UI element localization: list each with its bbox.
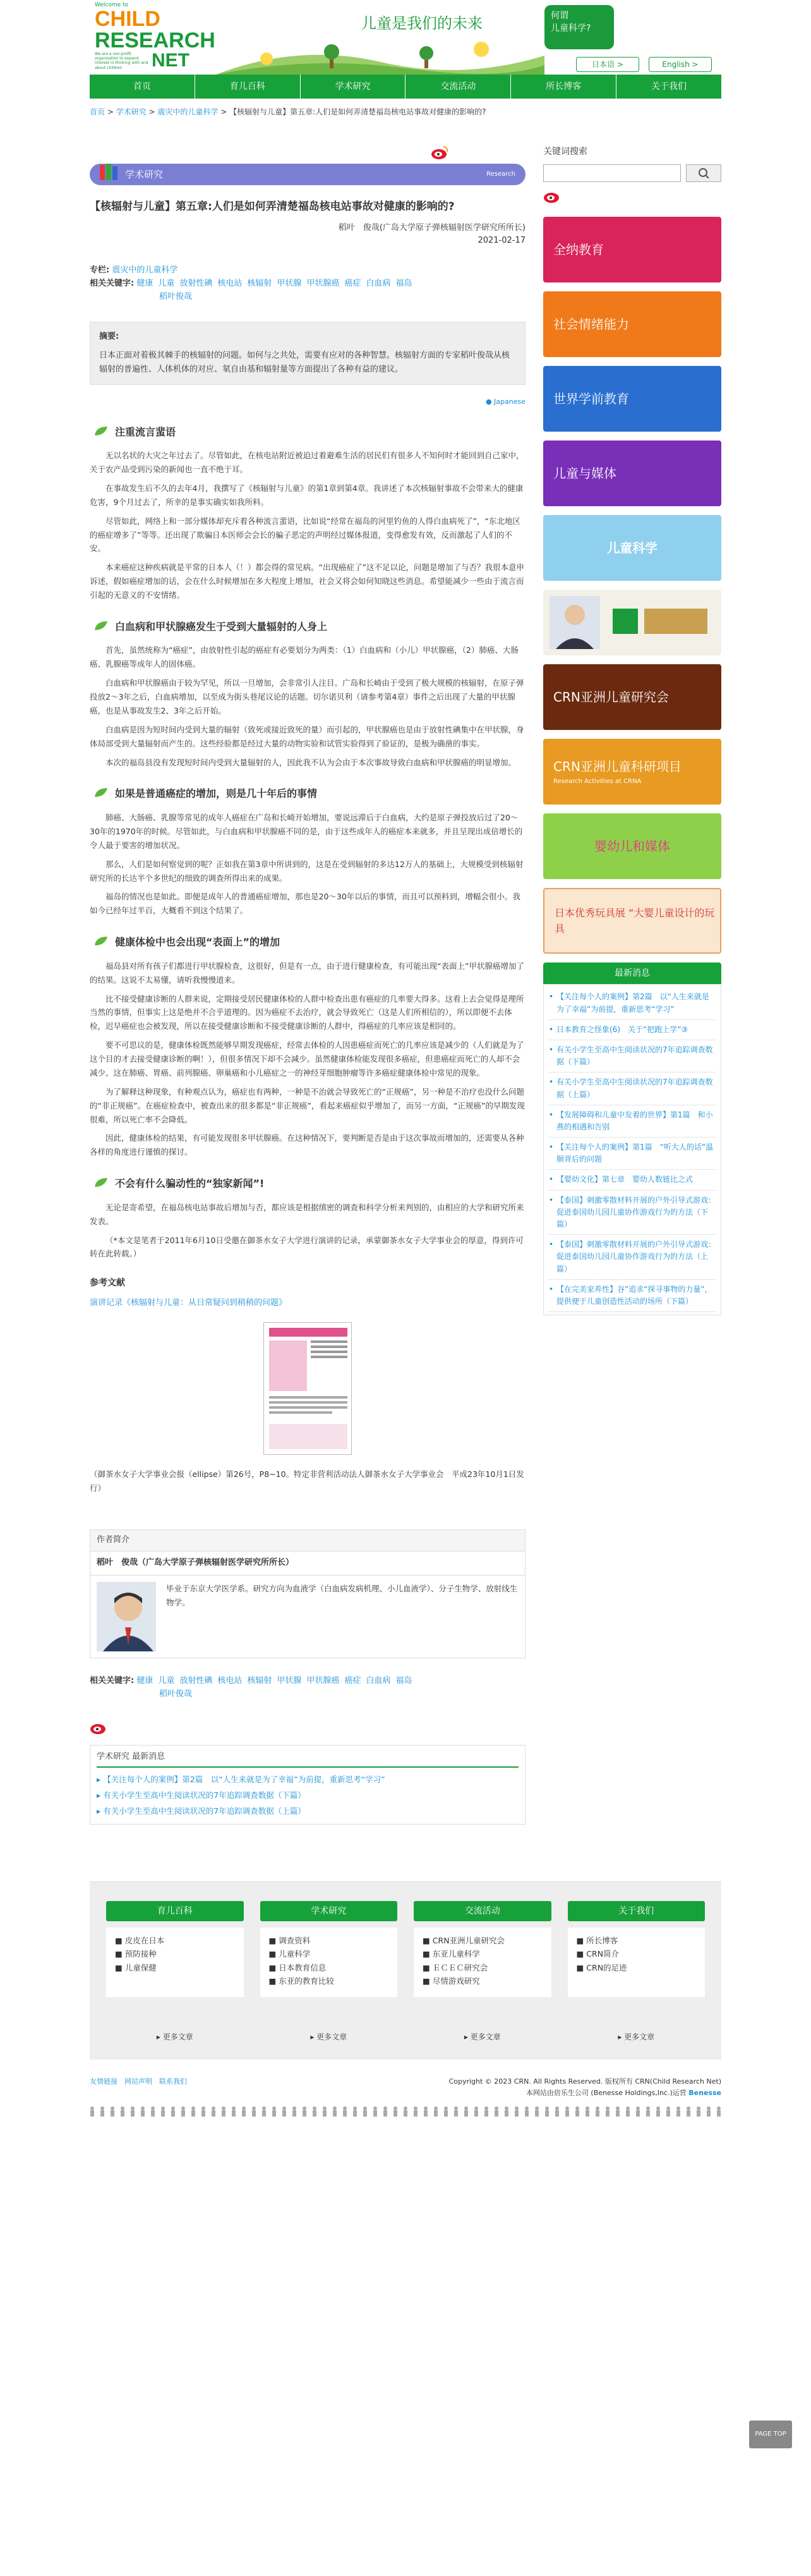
news-item[interactable]: • 【发展障碍和儿童中发着的世界】第1篇 和小燕的相遇和告别 <box>549 1105 716 1138</box>
keyword-link[interactable]: 福岛 <box>395 279 412 289</box>
footer-col-heading[interactable]: 关于我们 <box>568 1901 706 1921</box>
more-articles-link[interactable]: ▸ 更多文章 <box>156 2032 193 2042</box>
keyword-link[interactable]: 健康 <box>136 1675 153 1686</box>
lang-english-button[interactable]: English > <box>649 57 712 72</box>
column-label: 专栏: <box>90 265 110 276</box>
banner-toy-expo[interactable] <box>543 888 721 954</box>
latest-news-heading: 最新消息 <box>543 963 721 984</box>
nav-home[interactable]: 首页 <box>90 75 195 99</box>
breadcrumb-column[interactable]: 震灾中的儿童科学 <box>157 107 219 116</box>
lang-en-label: English <box>662 60 690 69</box>
news-item[interactable]: • 【在完美家养性】谷”追求“探寻事物的力量”，提供便于儿童创造性活动的场所（下篇） <box>549 1280 716 1312</box>
logo-research: RESEARCH <box>95 28 215 52</box>
lang-ja-label: 日本语 <box>592 60 615 69</box>
more-label: 更多文章 <box>316 2032 347 2042</box>
banner-label: 全纳教育 <box>553 242 604 258</box>
news-item[interactable]: • 有关小学生至高中生阅读状况的7年追踪调查数据（上篇） <box>549 1072 716 1105</box>
section-heading <box>90 934 526 951</box>
keywords <box>90 277 526 304</box>
paragraph: 本来癌症这种疾病就是平常的日本人（！）都会得的常见病。“出现癌症了”这不足以论，问题是增加了与否？我很本意申诉述，假如癌症增加的话，会在什么时候增加在多大程度上增加，社会又将会如何知晓这些消息。希望能减少一些由于流言而引起的无意义的不安情绪。 <box>90 562 524 600</box>
article-main <box>90 145 526 1825</box>
column-link[interactable]: 震灾中的儿童科学 <box>112 265 178 276</box>
abstract-box <box>90 322 526 385</box>
nav-parenting[interactable]: 育儿百科 <box>195 75 301 99</box>
keyword-link[interactable]: 放射性碘 <box>179 1675 213 1686</box>
search-button[interactable] <box>686 164 721 182</box>
banner-child-science[interactable] <box>543 515 721 581</box>
keywords-label: 相关关键字: <box>90 279 135 289</box>
banner-crn-asia[interactable] <box>543 664 721 730</box>
banner-blog-portrait[interactable] <box>543 590 721 655</box>
footer-link-label: 东亚的教育比较 <box>279 1976 334 1986</box>
footer-link[interactable]: ■ 日本教育信息 <box>268 1962 327 1972</box>
news-item[interactable]: • 【关注每个人的案例】第2篇 以“人生来就是为了幸福”为前提，重新思考“学习” <box>549 987 716 1019</box>
leaf-icon <box>93 620 109 631</box>
section-heading <box>90 1176 526 1192</box>
paragraph: 因此，健康体检的结果，有可能发现很多甲状腺癌。在这种情况下，要判断是否是由于这次事故而增加的，还需要从各种各样的角度进行谨慎的探讨。 <box>90 1133 524 1157</box>
footer-link[interactable]: ■ ＥＣＥＣ研究会 <box>423 1962 488 1972</box>
category-en: Research <box>486 171 515 178</box>
banner-infant-media[interactable] <box>543 813 721 879</box>
reference-note: （御茶水女子大学事业会报（ellipse）第26号，P8~10。特定非营利活动法人御茶水女子大学事业会 平成23年10月1日发行） <box>90 1469 524 1493</box>
news-item[interactable]: • 日本教育之怪象(6) 关于“把跑上学”③ <box>549 1020 716 1040</box>
paragraph: 在事故发生后不久的去年4月，我撰写了《核辐射与儿童》的第1章到第4章。我讲述了本次核辐射事故不会带来大的健康危害，9个月过去了，所幸的是事实确实如我所料。 <box>90 483 524 507</box>
footer-link[interactable]: ■ 皮皮在日本 <box>115 1936 165 1946</box>
header-slogan: 儿童是我们的未来 <box>361 15 483 32</box>
footer-link-label: 皮皮在日本 <box>124 1936 165 1946</box>
footer-link[interactable]: ■ 儿童科学 <box>268 1949 311 1959</box>
logo-net: NET <box>152 50 189 71</box>
keyword-link[interactable]: 白血病 <box>366 279 391 289</box>
news-item[interactable]: • 【婴幼文化】第七章 婴幼人数链比之式 <box>549 1170 716 1190</box>
reference-link[interactable]: 演讲记录《核辐射与儿童：从日常疑问到稍稍的问题》 <box>90 1297 287 1308</box>
footer-bottom <box>90 2076 721 2105</box>
article-author: 稻叶 俊哉(广岛大学原子弹核辐射医学研究所所长) <box>338 222 526 233</box>
keyword-link[interactable]: 核辐射 <box>247 279 272 289</box>
sidebar <box>543 145 721 1825</box>
footer-link[interactable]: ■ 东亚的教育比较 <box>268 1976 334 1986</box>
nav-blog[interactable]: 所长博客 <box>511 75 616 99</box>
author-profile <box>90 1529 526 1658</box>
site-footer <box>90 1881 721 2060</box>
leaf-icon <box>93 425 109 437</box>
logo-child: CHILD <box>95 7 160 31</box>
reference-thumbnail[interactable] <box>263 1322 352 1455</box>
books-icon <box>99 162 121 181</box>
footer-link-label: CRN的足迹 <box>586 1962 627 1972</box>
search-icon <box>687 165 722 183</box>
paragraph: 比不接受健康诊断的人群来说，定期接受居民健康体检的人群中检查出患有癌症的几率要大得多。这看上去会觉得是理所当然的事情，但事实上这是绝并不合乎道理的。因为癌症不去治疗，就会导致死亡（这是人们所相信的），所以即便不去体检，迟早癌症也会被发现，所以在接受健康诊断和不接受健康诊断的人群中，得癌症的几率应该是相同的。 <box>90 993 524 1031</box>
footer-column <box>568 1901 706 2043</box>
breadcrumb-home[interactable]: 首页 <box>90 107 105 116</box>
latest-item-label: 有关小学生至高中生阅读状况的7年追踪调查数据（下篇） <box>103 1790 306 1801</box>
profile-heading: 作者简介 <box>90 1530 525 1552</box>
paragraph: 无论是寄希望，在福岛核电站事故后增加与否，都应该是根据缜密的调查和科学分析来判别的，由相应的大学和研究所来发表。 <box>90 1202 524 1226</box>
section-title: 不会有什么骗动性的“独家新闻”! <box>115 1177 265 1190</box>
footer-link-label: 调查资料 <box>279 1936 311 1946</box>
footer-link[interactable]: ■ 尽情游戏研究 <box>423 1976 480 1986</box>
banner-label: 儿童科学 <box>607 540 658 556</box>
search-form <box>543 164 721 182</box>
paragraph: 本次的福岛县没有发现短时间内受到大量辐射的人，因此我不认为会由于本次事故导致白血病和甲状腺癌的明显增加。 <box>105 757 517 767</box>
search-input[interactable] <box>543 164 681 182</box>
leaf-icon <box>93 1177 109 1188</box>
news-item[interactable]: • 【泰国】刺激零散材料开展的户外引导式游戏：促进泰国幼儿园儿童协作游戏行为的方法（下篇） <box>549 1191 716 1236</box>
main-nav <box>90 75 721 99</box>
keyword-link[interactable]: 核辐射 <box>247 1675 272 1686</box>
footer-link-label: CRN亚洲儿童研究会 <box>432 1936 505 1946</box>
latest-item-label: 【关注每个人的案例】第2篇 以“人生来就是为了幸福”为前提，重新思考“学习” <box>103 1775 385 1785</box>
latest-news-list <box>543 984 721 1315</box>
footer-link-label: 儿童科学 <box>279 1949 311 1959</box>
footer-column <box>106 1901 244 2043</box>
article-title: 【核辐射与儿童】第五章:人们是如何弄清楚福岛核电站事故对健康的影响的? <box>90 200 455 214</box>
section-heading <box>90 424 526 440</box>
references-heading: 参考文献 <box>90 1278 125 1289</box>
keyword-link[interactable]: 甲状腺癌 <box>306 1675 340 1686</box>
keyword-link[interactable]: 甲状腺癌 <box>306 279 340 289</box>
footer-link[interactable]: ■ 东亚儿童科学 <box>423 1949 480 1959</box>
japanese-label: Japanese <box>494 397 526 406</box>
logo-tagline: We are a non-profit organization to expand interest in thinking with and about children <box>95 52 148 70</box>
weibo-share-icon[interactable] <box>431 145 448 160</box>
section-title: 如果是普通癌症的增加，则是几十年后的事情 <box>115 787 318 800</box>
keyword-link[interactable]: 癌症 <box>344 279 361 289</box>
footer-link-label: CRN简介 <box>586 1949 620 1959</box>
footer-link-label: 预防接种 <box>124 1949 157 1959</box>
latest-item-label: 有关小学生至高中生阅读状况的7年追踪调查数据（上篇） <box>103 1806 306 1816</box>
footer-link[interactable]: ■ 儿童保健 <box>115 1962 157 1972</box>
paragraph: 尽管如此，网络上和一部分媒体却充斥着各种流言蜚语，比如说“经常在福岛的河里钓鱼的人得白血病死了”，“东北地区的癌症增多了”等等。还出现了欺骗日本医师会会长的骗子恶定的声明经过媒体报道，变得愈发有效，反而激起了人们的不安。 <box>90 516 520 554</box>
footer-people-border <box>90 2105 721 2118</box>
latest-item[interactable]: ▸ 【关注每个人的案例】第2篇 以“人生来就是为了幸福”为前提，重新思考“学习” <box>97 1775 385 1785</box>
footer-link[interactable]: ■ 预防接种 <box>115 1949 157 1959</box>
footer-col-heading[interactable]: 学术研究 <box>260 1901 398 1921</box>
banner-children-media[interactable] <box>543 440 721 506</box>
benesse-logo: Benesse <box>688 2088 721 2097</box>
section-title: 注重流言蜚语 <box>115 425 176 438</box>
keyword-link[interactable]: 白血病 <box>366 1675 391 1686</box>
footer-link-label: 日本教育信息 <box>279 1962 327 1972</box>
weibo-share-icon[interactable] <box>90 1720 107 1735</box>
paragraph: （*本文是笔者于2011年6月10日受邀在御茶水女子大学进行演讲的记录，承蒙御茶水女子大学事业会的厚意，得到许可转在此转载。） <box>90 1235 524 1259</box>
more-articles-link[interactable]: ▸ 更多文章 <box>464 2032 501 2042</box>
footer-column <box>260 1901 398 2043</box>
keyword-link[interactable]: 核电站 <box>217 1675 243 1686</box>
paragraph: 白血病是因为短时间内受到大量的辐射（致死或接近致死的量）而引起的，甲状腺癌也是由于放射性碘集中在甲状腺，身体局部受到大量辐射而产生的。这些经验都是经过大量的动物实验和试管实验得到了验证的，是极为确凿的事实。 <box>90 724 524 748</box>
nav-exchange[interactable]: 交流活动 <box>406 75 511 99</box>
banner-label: 日本优秀玩具展 “大婴儿童设计的玩具 <box>555 906 715 935</box>
leaf-icon <box>93 935 109 947</box>
news-item[interactable]: • 【关注每个人的案例】第1篇 “听大人的话”温顺背后的问题 <box>549 1138 716 1170</box>
footer-link-label: 尽情游戏研究 <box>432 1976 480 1986</box>
author-photo <box>97 1582 156 1651</box>
nav-research[interactable]: 学术研究 <box>301 75 406 99</box>
keyword-link[interactable]: 甲状腺 <box>277 279 302 289</box>
leaf-icon <box>93 787 109 798</box>
banner-label: 婴幼儿和媒体 <box>594 839 670 854</box>
section-heading <box>90 786 526 802</box>
more-label: 更多文章 <box>624 2032 655 2042</box>
footer-link-label: 东亚儿童科学 <box>432 1949 480 1959</box>
keyword-link[interactable]: 稻叶俊哉 <box>159 1689 193 1699</box>
keyword-link[interactable]: 健康 <box>136 279 153 289</box>
footer-link[interactable]: ■ CRN的足迹 <box>576 1962 627 1972</box>
profile-text: 毕业于东京大学医学系。研究方向为血液学（白血病发病机理、小儿血液学）、分子生物学、放射线生物学。 <box>165 1583 518 1608</box>
keywords-label: 相关关键字: <box>90 1675 135 1686</box>
bubble-label: 何谓 儿童科学? <box>551 11 591 33</box>
breadcrumb-research[interactable]: 学术研究 <box>116 107 147 116</box>
more-label: 更多文章 <box>470 2032 501 2042</box>
footer-link-label: 所长博客 <box>586 1936 618 1946</box>
lang-japanese-button[interactable]: 日本语 > <box>576 57 639 72</box>
keyword-link[interactable]: 儿童 <box>158 279 175 289</box>
keyword-link[interactable]: 儿童 <box>158 1675 175 1686</box>
latest-item[interactable]: ▸ 有关小学生至高中生阅读状况的7年追踪调查数据（下篇） <box>97 1790 306 1801</box>
weibo-follow-icon[interactable] <box>543 188 561 204</box>
footer-column <box>414 1901 551 2043</box>
banner-sub: Research Activities at CRNA <box>553 778 642 786</box>
keyword-link[interactable]: 癌症 <box>344 1675 361 1686</box>
site-header <box>90 0 721 75</box>
footer-link[interactable]: ■ 所长博客 <box>576 1936 618 1946</box>
footer-col-heading[interactable]: 育儿百科 <box>106 1901 244 1921</box>
copyright: Copyright © 2023 CRN. All Rights Reserved. 版权所有 CRN(Child Research Net) <box>448 2077 721 2086</box>
article-date: 2021-02-17 <box>478 236 526 246</box>
breadcrumb: 首页 > 学术研究 > 震灾中的儿童科学 > 【核辐射与儿童】第五章:人们是如何弄清楚福岛核电站事故对健康的影响的? <box>90 107 486 116</box>
latest-item[interactable]: ▸ 有关小学生至高中生阅读状况的7年追踪调查数据（上篇） <box>97 1806 306 1816</box>
keyword-link[interactable]: 福岛 <box>395 1675 412 1686</box>
header-illustration <box>216 37 544 75</box>
paragraph: 福岛的情况也是如此。即便是成年人的普通癌症增加，那也是20～30年以后的事情，而且可以预料到，增幅会很小。我如今已经年过半百，大概看不到这个结果了。 <box>90 892 520 916</box>
breadcrumb-current: 【核辐射与儿童】第五章:人们是如何弄清楚福岛核电站事故对健康的影响的? <box>229 107 486 116</box>
latest-news <box>543 963 721 1315</box>
operator: 本网站由倍乐生公司 (Benesse Holdings,Inc.)运营 <box>526 2088 687 2097</box>
footer-link-label: 儿童保健 <box>124 1962 157 1972</box>
footer-link-label: ＥＣＥＣ研究会 <box>432 1962 488 1972</box>
news-item[interactable]: • 【泰国】刺激零散材料开展的户外引导式游戏：促进泰国幼儿园儿童协作游戏行为的方法（上篇） <box>549 1235 716 1280</box>
abstract-text: 日本正面对着极其棘手的核辐射的问题。如何与之共处，需要有应对的各种智慧。核辐射方面的专家稻叶俊哉从核辐射的普遍性、人体机体的对应、氡自由基和辐射量等方面提出了各种有益的建议。 <box>99 350 510 374</box>
paragraph: 那么，人们是如何察觉到的呢？正如我在第3章中所讲到的，这是在受到辐射的多达12万人的基础上，大规模受到核辐射研究所的长达半个多世纪的细致的调查所得出来的成果。 <box>90 859 524 883</box>
category-bar <box>90 164 526 185</box>
banner-label: 世界学前教育 <box>553 391 629 407</box>
more-articles-link[interactable]: ▸ 更多文章 <box>618 2032 655 2042</box>
banner-label: CRN亚洲儿童科研项目 <box>553 759 682 775</box>
keyword-link[interactable]: 甲状腺 <box>277 1675 302 1686</box>
footer-link[interactable]: ■ CRN亚洲儿童研究会 <box>423 1936 505 1946</box>
keyword-link[interactable]: 核电站 <box>217 279 243 289</box>
page-top-button[interactable]: PAGE TOP <box>749 2421 792 2448</box>
section-title: 健康体检中也会出现“表面上”的增加 <box>115 936 280 949</box>
japanese-version-link[interactable]: ● Japanese <box>485 397 526 406</box>
research-latest-heading: 学术研究 最新消息 <box>97 1751 519 1768</box>
banner-inclusive[interactable] <box>543 217 721 283</box>
paragraph: 无以名状的大灾之年过去了。尽管如此，在核电站附近被迫过着避难生活的居民们有很多人不知何时才能回到自己家中，关于农产品受到污染的新闻也一直不绝于耳。 <box>90 451 524 475</box>
category-label: 学术研究 <box>125 169 164 181</box>
keywords-bottom <box>90 1675 526 1701</box>
paragraph: 首先，虽然统称为“癌症”，由放射性引起的癌症有必要划分为两类：（1）白血病和（小儿）甲状腺癌，（2）肺癌、大肠癌、乳腺癌等成年人的固体癌。 <box>90 645 519 669</box>
article-body <box>90 424 526 1261</box>
what-is-child-science-button[interactable] <box>544 5 614 49</box>
footer-link[interactable]: ■ 调查资料 <box>268 1936 311 1946</box>
keyword-link[interactable]: 稻叶俊哉 <box>159 291 193 301</box>
banner-sel[interactable] <box>543 291 721 357</box>
section-title: 白血病和甲状腺癌发生于受到大量辐射的人身上 <box>115 620 328 633</box>
site-logo[interactable] <box>95 3 215 73</box>
banner-label: 儿童与媒体 <box>553 466 616 482</box>
paragraph: 福岛县对所有孩子们都进行甲状腺检查，这很好，但是有一点，由于进行健康检查，有可能出现“表面上”甲状腺癌增加了的结果。这说不太易懂，请听我慢慢道来。 <box>90 961 524 985</box>
research-latest <box>90 1745 526 1825</box>
article-meta <box>90 264 526 303</box>
news-item[interactable]: • 有关小学生至高中生阅读状况的7年追踪调查数据（下篇） <box>549 1040 716 1072</box>
abstract-heading: 摘要: <box>99 331 119 341</box>
section-heading <box>90 619 526 635</box>
banner-world-preschool[interactable] <box>543 366 721 432</box>
page <box>90 0 721 2122</box>
paragraph: 为了解释这种现象，有种观点认为，癌症也有两种，一种是不治就会导致死亡的“正规癌”，另一种是不治疗也没什么问题的“非正规癌”。在癌症检查中，被查出来的很多都是“非正规癌”，看起来癌症似乎增加了，而另一方面，“正规癌”的早期发现很难，所以死亡率不会降低。 <box>90 1086 525 1124</box>
footer-links[interactable]: 友情链接 网站声明 联系我们 <box>90 2077 187 2086</box>
paragraph: 白血病和甲状腺癌由于较为罕见，所以一旦增加，会非常引人注目。广岛和长崎由于受到了极大规模的核辐射，在原子弹投放2～3年之后，白血病增加，以至成为街头巷尾议论的话题。切尔诺贝利（请参考第4章）事件之后出现了大量的甲状腺癌，也是从事故发生2、3年之后开始。 <box>90 678 524 715</box>
banner-crn-asia-project[interactable] <box>543 739 721 805</box>
banner-label: CRN亚洲儿童研究会 <box>553 690 669 705</box>
footer-link[interactable]: ■ CRN简介 <box>576 1949 620 1959</box>
banner-label: 社会情绪能力 <box>553 317 629 332</box>
nav-about[interactable]: 关于我们 <box>651 82 687 92</box>
footer-col-heading[interactable]: 交流活动 <box>414 1901 551 1921</box>
more-articles-link[interactable]: ▸ 更多文章 <box>310 2032 347 2042</box>
paragraph: 要不可思议的是，健康体检既然能够早期发现癌症，经常去体检的人因患癌症而死亡的几率应该是减少的（人们就是为了这个目的才去接受健康诊断的啊！），但很多情况下却不会减少。虽然健康体检能发现很多癌症，但患癌症而死亡的人却不会减少。这在肺癌、胃癌、前列腺癌、卵巢癌和小儿癌症之一的神经芽细胞肿瘤等许多癌症健康体检中常见的现象。 <box>90 1040 524 1078</box>
search-label: 关键词搜索 <box>543 147 587 157</box>
more-label: 更多文章 <box>162 2032 193 2042</box>
profile-name: 稻叶 俊哉（广岛大学原子弹核辐射医学研究所所长） <box>90 1552 525 1576</box>
keyword-link[interactable]: 放射性碘 <box>179 279 213 289</box>
logo-welcome: Welcome to <box>95 2 129 8</box>
paragraph: 肺癌、大肠癌、乳腺等常见的成年人癌症在广岛和长崎开始增加，要说远滞后于白血病，大约是原子弹投放后过了20～30年的1970年的时候。尽管如此，与白血病和甲状腺癌不同的是，由于这些成年人的癌症本来就多，并且呈现出成倍增长的令人最于要害的增加状况。 <box>90 813 523 850</box>
